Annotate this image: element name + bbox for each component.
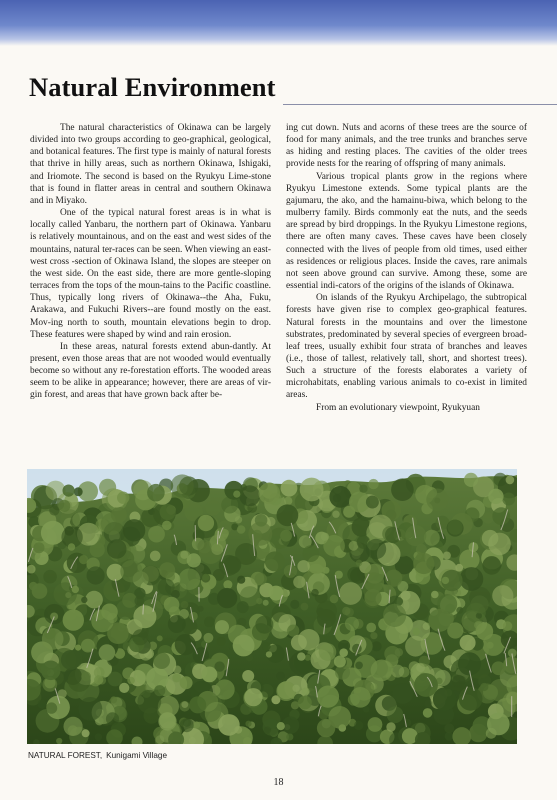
paragraph: In these areas, natural forests extend abun-dantly. At present, even those areas that are not wooded would eventually become so without any re-forestation efforts. The wooded areas seem to be alike in appearance; however, there are areas of vir-gin forest, and areas that have grown back after be- <box>30 341 271 401</box>
photo-caption <box>28 751 167 760</box>
paragraph: Various tropical plants grow in the regions where Ryukyu Limestone extends. Some typical plants are the gajumaru, the ako, and the hamainu-biwa, which belong to the mulberry family. Birds commonly eat the nuts, and the seeds are spread by bird droppings. In the Ryukyu Limestone regions, there are often many caves. These caves have been closely connected with the lives of people from old times, used either as residences or religious places. Inside the caves, rare animals not seen above ground can survive. Among these, some are essential indi-cators of the origins of the islands of Okinawa. <box>286 171 527 292</box>
caption-label: NATURAL FOREST, <box>28 751 103 760</box>
title-rule <box>283 104 557 105</box>
paragraph: On islands of the Ryukyu Archipelago, the subtropical forests have given rise to complex geo-graphical features. Natural forests in the mountains and over the limestone substrates, predominated by several species of evergreen broad-leaf trees, usually exhibit four strata of branches and leaves (i.e., those of tallest, relatively tall, short, and shortest trees). Such a structure of the forests elaborates a variety of microhabitats, enabling various animals to co-exist in limited areas. <box>286 293 527 401</box>
right-text-column <box>286 122 527 414</box>
paragraph: ing cut down. Nuts and acorns of these trees are the source of food for many animals, and the tree trunks and branches serve as hiding and resting places. The cavities of the older trees provide nests for the rearing of offspring of many animals. <box>286 123 527 170</box>
forest-photo <box>27 469 517 744</box>
paragraph: The natural characteristics of Okinawa can be largely divided into two groups according to geo-graphical, geological, and botanical features. The first type is mainly of natural forests that thrive in hilly areas, such as northern Okinawa, Ishigaki, and Iriomote. The second is based on the Ryukyu Lime-stone that is found in flatter areas in central and southern Okinawa and in Miyako. <box>30 123 271 206</box>
caption-place: Kunigami Village <box>106 751 167 760</box>
page-number: 18 <box>273 777 284 788</box>
paragraph: From an evolutionary viewpoint, Ryukyuan <box>316 402 480 413</box>
left-text-column <box>30 122 271 402</box>
paragraph: One of the typical natural forest areas is in what is locally called Yanbaru, the northern part of Okinawa. Yanbaru is relatively mountainous, and on the east and west sides of the mountains, natural ter-races can be seen. When viewing an east-west cross -section of Okinawa Island, the slopes are steeper on the west side. On the east side, there are more gentle-sloping terraces from the tops of the moun-tains to the Pacific coastline. Thus, typically long rivers of Okinawa--the Aha, Fuku, Arakawa, and Fukuchi Rivers--are found mostly on the east. Mov-ing north to south, mountain elevations begin to drop. These features were shaped by wind and rain erosion. <box>30 208 271 340</box>
header-color-band <box>0 0 557 46</box>
page-title: Natural Environment <box>29 72 276 102</box>
